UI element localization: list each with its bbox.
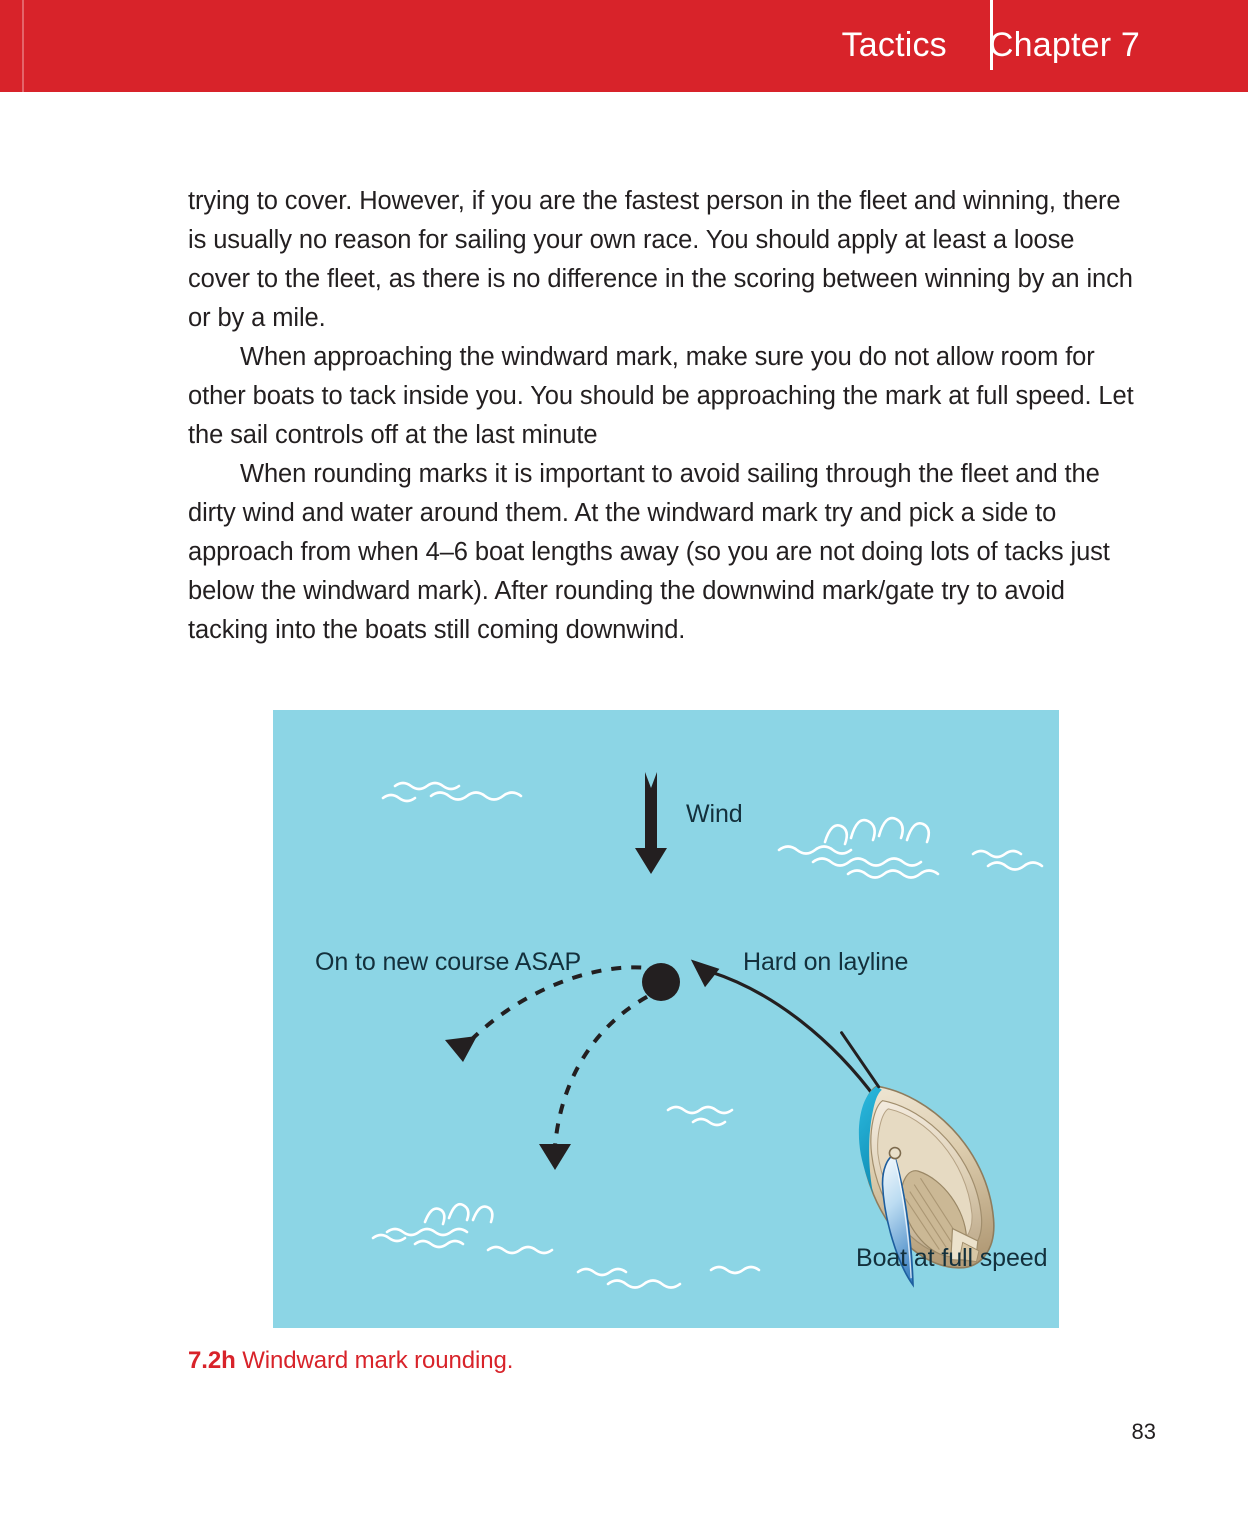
- exit-track-left-dashed: [445, 967, 661, 1062]
- figure-label-boat-at-full-speed: Boat at full speed: [856, 1244, 1048, 1272]
- body-copy: [188, 182, 1140, 650]
- figure-label-hard-on-layline: Hard on layline: [743, 948, 909, 976]
- figure-caption-number: 7.2h: [188, 1347, 236, 1374]
- paragraph-2: When approaching the windward mark, make sure you do not allow room for other boats to tack inside you. You should be approaching the mark at full speed. Let the sail controls off at the last minute: [188, 343, 1134, 449]
- paragraph-1: trying to cover. However, if you are the fastest person in the fleet and winning, there is usually no reason for sailing your own race. You should apply at least a loose cover to the fleet, as there is no difference in the scoring between winning by an inch or by a mile.: [188, 187, 1133, 332]
- exit-track-down-dashed: [539, 988, 665, 1170]
- header-chapter-title: Chapter 7: [988, 26, 1140, 64]
- paragraph-3: When rounding marks it is important to avoid sailing through the fleet and the dirty wind and water around them. At the windward mark try and pick a side to approach from when 4–6 boat lengths away (so you are not doing lots of tacks just below the windward mark). After rounding the downwind mark/gate try to avoid tacking into the boats still coming downwind.: [188, 460, 1110, 644]
- figure-7-2h: [273, 710, 1059, 1328]
- windward-mark-rounding-illustration: [273, 710, 1059, 1328]
- header-hairline-rule: [22, 0, 24, 92]
- header-title-group: [842, 28, 1140, 62]
- page-header: [0, 0, 1248, 92]
- figure-label-on-to-new-course: On to new course ASAP: [315, 948, 582, 976]
- header-section-title: Tactics: [841, 26, 947, 64]
- page-number: 83: [1131, 1419, 1156, 1444]
- figure-caption-text: Windward mark rounding.: [235, 1347, 514, 1374]
- wind-arrow-icon: [635, 772, 667, 874]
- figure-canvas: [273, 710, 1059, 1328]
- approach-track-line: [684, 960, 877, 1100]
- figure-label-wind: Wind: [686, 800, 743, 828]
- windward-mark-buoy: [642, 963, 680, 1001]
- figure-caption: [188, 1347, 513, 1375]
